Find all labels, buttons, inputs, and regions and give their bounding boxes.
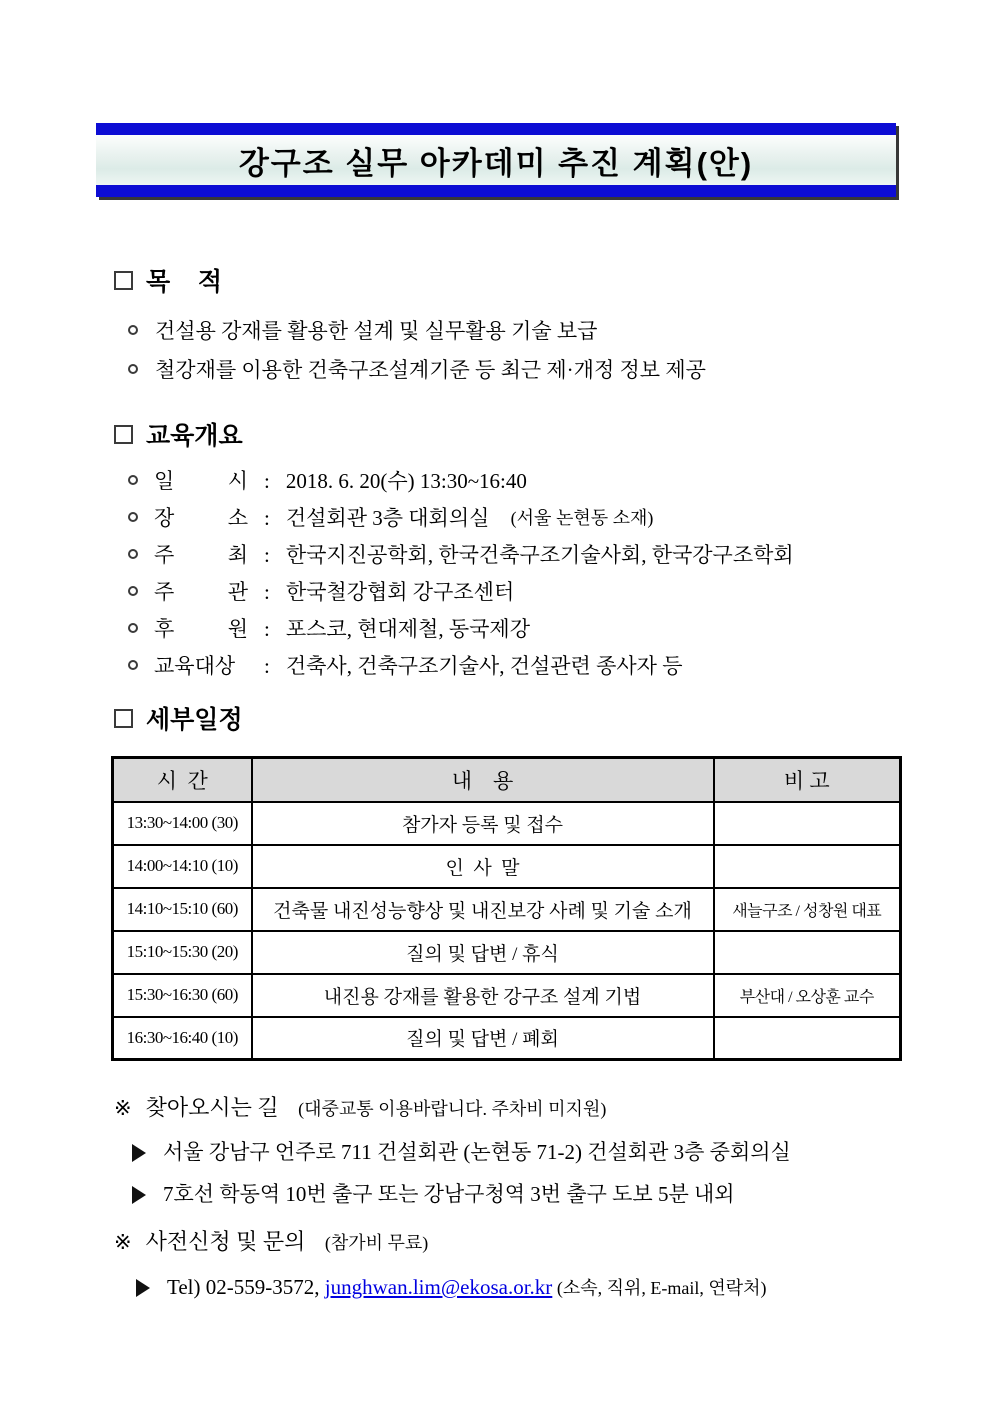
banner-top-bar xyxy=(96,123,896,135)
circle-bullet-icon xyxy=(128,512,138,522)
overview-list xyxy=(96,466,810,688)
registration-heading-label: 사전신청 및 문의 xyxy=(145,1229,311,1254)
time-cell: 15:30~16:30 (60) xyxy=(113,974,252,1017)
table-row xyxy=(113,802,901,845)
schedule-heading xyxy=(114,700,902,736)
overview-item-place xyxy=(128,503,810,540)
square-bullet-icon xyxy=(114,271,133,290)
section-purpose xyxy=(96,262,706,385)
table-row xyxy=(113,845,901,888)
contact-text xyxy=(167,1272,767,1303)
overview-colon: : xyxy=(264,580,270,604)
purpose-heading-label: 목 적 xyxy=(146,268,223,296)
overview-label: 장 소 xyxy=(154,506,248,530)
circle-bullet-icon xyxy=(128,364,138,374)
section-directions xyxy=(96,1092,791,1209)
overview-colon: : xyxy=(264,543,270,567)
overview-value: 포스코, 현대제철, 동국제강 xyxy=(285,617,530,641)
table-header-row xyxy=(113,758,901,802)
circle-bullet-icon xyxy=(128,586,138,596)
table-row xyxy=(113,931,901,974)
overview-item-organizer xyxy=(128,577,810,614)
overview-label: 주 최 xyxy=(154,543,248,567)
directions-item-text: 서울 강남구 언주로 711 건설회관 (논현동 71-2) 건설회관 3층 중회의실 xyxy=(163,1140,791,1164)
arrow-bullet-icon xyxy=(132,1186,146,1204)
purpose-item-text: 철강재를 이용한 건축구조설계기준 등 최근 제·개정 정보 제공 xyxy=(155,358,706,382)
note-cell: 새늘구조 / 성창원 대표 xyxy=(714,888,901,931)
time-column-header: 시 간 xyxy=(113,758,252,802)
registration-heading-note: (참가비 무료) xyxy=(324,1233,429,1253)
overview-value: 건축사, 건축구조기술사, 건설관련 종사자 등 xyxy=(285,654,683,678)
circle-bullet-icon xyxy=(128,623,138,633)
note-cell xyxy=(714,1017,901,1060)
email-link[interactable]: junghwan.lim@ekosa.or.kr xyxy=(324,1275,553,1299)
overview-colon: : xyxy=(264,506,270,530)
registration-heading xyxy=(114,1226,767,1259)
overview-colon: : xyxy=(264,654,270,678)
overview-value: 건설회관 3층 대회의실 xyxy=(285,506,495,530)
content-column-header: 내 용 xyxy=(252,758,714,802)
note-cell: 부산대 / 오상훈 교수 xyxy=(714,974,901,1017)
time-cell: 15:10~15:30 (20) xyxy=(113,931,252,974)
title-banner xyxy=(96,123,896,197)
overview-label: 일 시 xyxy=(154,469,248,493)
directions-item xyxy=(132,1179,791,1209)
purpose-item xyxy=(128,355,706,385)
overview-heading-label: 교육개요 xyxy=(146,422,243,450)
contact-suffix: (소속, 직위, E-mail, 연락처) xyxy=(552,1278,767,1298)
time-cell: 14:10~15:10 (60) xyxy=(113,888,252,931)
time-cell: 14:00~14:10 (10) xyxy=(113,845,252,888)
note-cell xyxy=(714,802,901,845)
page-title: 강구조 실무 아카데미 추진 계획(안) xyxy=(238,145,754,181)
content-cell: 질의 및 답변 / 휴식 xyxy=(252,931,714,974)
purpose-item xyxy=(128,316,706,346)
phone-number: Tel) 02-559-3572, xyxy=(167,1275,325,1299)
note-cell xyxy=(714,845,901,888)
content-cell: 인 사 말 xyxy=(252,845,714,888)
overview-item-host xyxy=(128,540,810,577)
arrow-bullet-icon xyxy=(132,1144,146,1162)
content-cell: 건축물 내진성능향상 및 내진보강 사례 및 기술 소개 xyxy=(252,888,714,931)
content-cell: 질의 및 답변 / 폐회 xyxy=(252,1017,714,1060)
directions-item xyxy=(132,1137,791,1167)
square-bullet-icon xyxy=(114,709,133,728)
section-schedule xyxy=(96,700,902,1061)
overview-label: 후 원 xyxy=(154,617,248,641)
reference-mark-icon: ※ xyxy=(114,1230,132,1254)
overview-value: 한국철강협회 강구조센터 xyxy=(285,580,515,604)
time-cell: 16:30~16:40 (10) xyxy=(113,1017,252,1060)
section-overview xyxy=(96,416,810,688)
square-bullet-icon xyxy=(114,425,133,444)
table-row xyxy=(113,888,901,931)
note-column-header: 비 고 xyxy=(714,758,901,802)
schedule-heading-label: 세부일정 xyxy=(146,706,243,734)
table-row xyxy=(113,1017,901,1060)
circle-bullet-icon xyxy=(128,549,138,559)
purpose-item-text: 건설용 강재를 활용한 설계 및 실무활용 기술 보급 xyxy=(155,319,598,343)
arrow-bullet-icon xyxy=(136,1279,150,1297)
directions-item-text: 7호선 학동역 10번 출구 또는 강남구청역 3번 출구 도보 5분 내외 xyxy=(163,1182,735,1206)
overview-colon: : xyxy=(264,617,270,641)
content-cell: 참가자 등록 및 접수 xyxy=(252,802,714,845)
reference-mark-icon: ※ xyxy=(114,1096,132,1120)
banner-body xyxy=(96,135,896,185)
note-cell xyxy=(714,931,901,974)
overview-note: (서울 논현동 소재) xyxy=(510,508,654,528)
overview-colon: : xyxy=(264,469,270,493)
overview-heading xyxy=(114,416,810,452)
content-cell: 내진용 강재를 활용한 강구조 설계 기법 xyxy=(252,974,714,1017)
banner-bottom-bar xyxy=(96,185,896,197)
purpose-heading xyxy=(114,262,706,298)
overview-item-audience xyxy=(128,651,810,688)
directions-heading-label: 찾아오시는 길 xyxy=(145,1095,285,1120)
directions-heading xyxy=(114,1092,791,1125)
contact-line xyxy=(136,1272,767,1303)
circle-bullet-icon xyxy=(128,660,138,670)
time-cell: 13:30~14:00 (30) xyxy=(113,802,252,845)
overview-item-date xyxy=(128,466,810,503)
overview-value: 2018. 6. 20(수) 13:30~16:40 xyxy=(285,469,527,493)
table-row xyxy=(113,974,901,1017)
overview-label: 교육대상 xyxy=(154,654,236,678)
overview-label: 주 관 xyxy=(154,580,248,604)
overview-item-sponsor xyxy=(128,614,810,651)
circle-bullet-icon xyxy=(128,325,138,335)
overview-value: 한국지진공학회, 한국건축구조기술사회, 한국강구조학회 xyxy=(285,543,794,567)
section-registration xyxy=(96,1226,767,1303)
directions-heading-note: (대중교통 이용바랍니다. 주차비 미지원) xyxy=(298,1099,607,1119)
schedule-table xyxy=(111,756,902,1061)
circle-bullet-icon xyxy=(128,475,138,485)
